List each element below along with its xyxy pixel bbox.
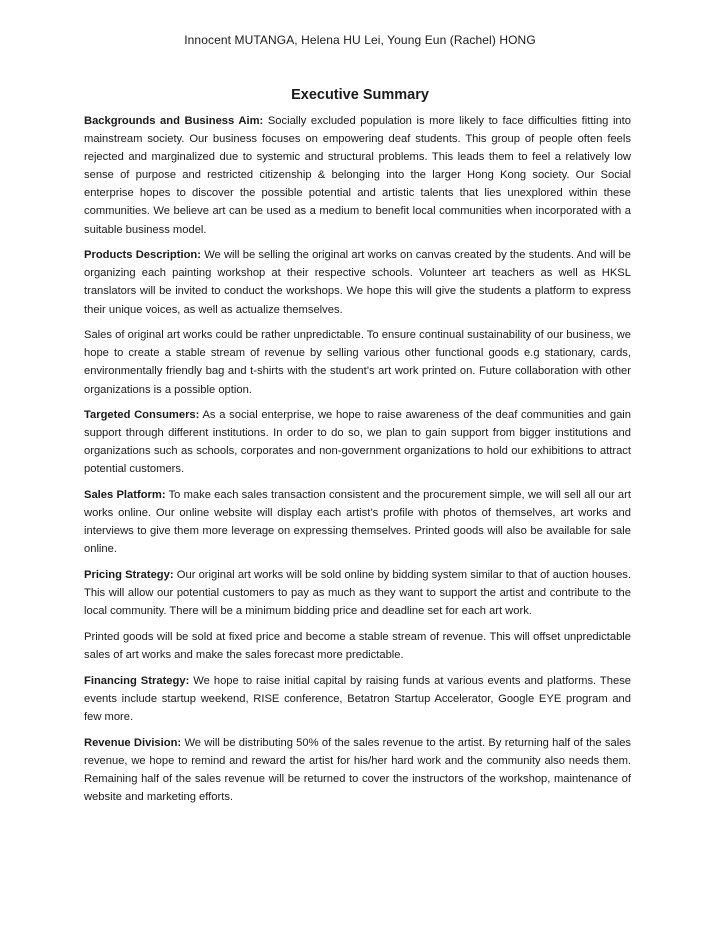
section-label: Revenue Division: [84,736,182,749]
section-text: As a social enterprise, we hope to raise awareness of the deaf communities and gain support through different institutions. In order to do so, we plan to gain support from bigger institutions and organizations such as schools, corporates and non-government organizations to hold our exhibitions to attract potential customers. [84,409,632,476]
section-label: Backgrounds and Business Aim: [84,115,264,127]
page-header-authors: Innocent MUTANGA, Helena HU Lei, Young Eun (Rachel) HONG [184,33,536,47]
document-body [84,112,631,814]
section-label: Financing Strategy: [84,674,190,687]
section-text: We will be distributing 50% of the sales revenue to the artist. By returning half of the sales revenue, we hope to remind and reward the artist for his/her hard work and the community also needs them. Remaining half of the sales revenue will be returned to cover the instructors of the workshop, maintenance of website and marketing efforts. [84,736,632,803]
paragraph-pricing-continued [84,628,631,664]
section-text: We will be selling the original art works on canvas created by the students. And will be organizing each painting workshop at their respective schools. Volunteer art teachers as well as HKSL translators will be invited to conduct the workshops. We hope this will give the students a platform to express their unique voices, as well as actualize themselves. [84,249,631,316]
paragraph-targeted-consumers [84,406,631,478]
paragraph-sales-platform [84,486,631,558]
section-text: Socially excluded population is more likely to face difficulties fitting into mainstream society. Our business focuses on empowering deaf students. This group of people often feels rejected and marginalized due to systemic and structural problems. This leads them to feel a relatively low sense of purpose and restricted citizenship & belonging into the larger Hong Kong society. Our Social enterprise hopes to discover the possible potential and artistic talents that lies unexplored within these communities. We believe art can be used as a medium to benefit local communities when incorporated with a suitable business model. [84,115,631,236]
section-label: Pricing Strategy: [84,569,174,582]
section-label: Targeted Consumers: [84,409,200,422]
paragraph-products-continued [84,326,631,398]
section-text: Sales of original art works could be rather unpredictable. To ensure continual sustainability of our business, we hope to create a stable stream of revenue by selling various other functional goods e.g stationary, cards, environmentally friendly bag and t-shirts with the student’s art work printed on. Future collaboration with other organizations is a possible option. [84,329,631,396]
paragraph-financing-strategy [84,672,631,726]
section-label: Products Description: [84,249,201,262]
page-title: Executive Summary [291,87,429,103]
paragraph-pricing-strategy [84,566,631,620]
paragraph-products [84,246,631,318]
paragraph-revenue-division [84,734,631,806]
section-text: Printed goods will be sold at fixed price and become a stable stream of revenue. This will offset unpredictable sales of art works and make the sales forecast more predictable. [84,631,631,662]
section-text: Our original art works will be sold online by bidding system similar to that of auction houses. This will allow our potential customers to pay as much as they want to support the artist and contribute to the local community. There will be a minimum bidding price and deadline set for each art work. [84,569,632,618]
section-text: To make each sales transaction consistent and the procurement simple, we will sell all our art works online. Our online website will display each artist’s profile with photos of themselves, art works and interviews to give them more leverage on expressing themselves. Printed goods will also be available for sale online. [84,489,631,556]
section-text: We hope to raise initial capital by raising funds at various events and platforms. These events include startup weekend, RISE conference, Betatron Startup Accelerator, Google EYE program and few more. [84,674,632,723]
paragraph-backgrounds [84,112,631,239]
section-label: Sales Platform: [84,489,166,502]
